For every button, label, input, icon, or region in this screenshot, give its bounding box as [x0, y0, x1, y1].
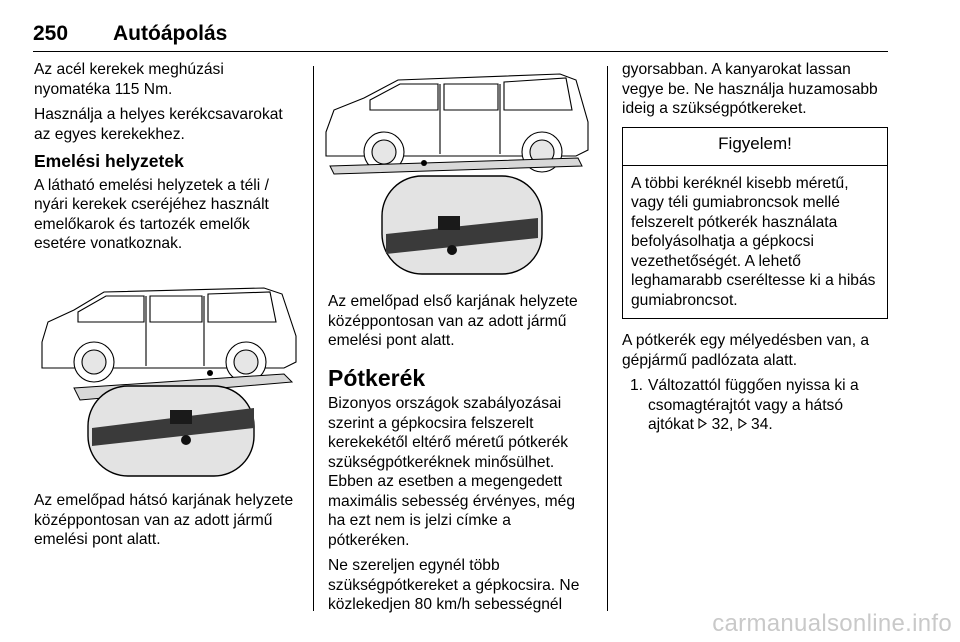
list-item — [630, 376, 888, 435]
subheading: Emelési helyzetek — [34, 151, 184, 171]
reference-separator: , — [729, 416, 738, 433]
rear-lift-point-illustration — [34, 278, 300, 478]
column-2 — [328, 292, 594, 621]
paragraph: gyorsabban. A kanyarokat lassan vegye be. Ne használja huzamosabb ideig a szükségpótkereket. — [622, 61, 878, 117]
numbered-list — [622, 376, 888, 435]
van-drawing — [42, 288, 296, 382]
column-divider — [607, 66, 608, 611]
column-1 — [34, 60, 300, 260]
column-divider — [313, 66, 314, 611]
illustration-caption: Az emelőpad hátsó karjának helyzete középpontosan van az adott jármű emelési pont alatt. — [34, 492, 294, 548]
list-item-number: 1. — [630, 377, 644, 394]
detail-magnifier — [382, 160, 542, 274]
reference-terminator: . — [768, 416, 773, 433]
reference-arrow-icon — [698, 418, 707, 429]
section-heading: Pótkerék — [328, 364, 426, 391]
page-header — [33, 20, 888, 52]
illustration-caption: Az emelőpad első karjának helyzete középpontosan van az adott jármű emelési pont alatt. — [328, 293, 578, 349]
page-reference[interactable]: 34 — [751, 416, 769, 433]
list-item-body: Változattól függően nyissa ki a csomagtérajtót vagy a hátsó ajtókat — [648, 377, 859, 433]
warning-text: A többi keréknél kisebb méretű, vagy téli gumiabroncsok mellé felszerelt pótkerék használata befolyásolhatja a gépkocsi vezethetőségét. A lehető leghamarabb cseréltesse ki a hibás gumiabroncsot. — [631, 174, 876, 309]
paragraph: Bizonyos országok szabályozásai szerint a gépkocsira felszerelt kerekekétől eltérő méretű pótkerék szükségpótkeréknek minősülhet. Ebben az esetben a megengedett maximális sebesség érvényes, még ha ezt nem is jelzi címke a pótkeréken. — [328, 395, 576, 549]
front-lift-point-illustration — [320, 66, 590, 278]
paragraph: A pótkerék egy mélyedésben van, a gépjármű padlózata alatt. — [622, 332, 870, 369]
page-reference[interactable]: 32 — [711, 416, 729, 433]
paragraph: Ne szereljen egynél több szükségpótkereket a gépkocsira. Ne közlekedjen 80 km/h sebességnél — [328, 557, 580, 613]
paragraph: Az acél kerekek meghúzási nyomatéka 115 Nm. — [34, 61, 224, 98]
list-item-text — [648, 376, 888, 435]
paragraph: A látható emelési helyzetek a téli / nyári kerekek cseréjéhez használt emelőkarok és tartozék emelők esetére vonatkoznak. — [34, 176, 269, 252]
watermark-text: carmanualsonline.info — [712, 610, 952, 637]
paragraph: Használja a helyes kerékcsavarokat az egyes kerekekhez. — [34, 106, 283, 143]
warning-box — [622, 127, 888, 320]
page-number: 250 — [33, 22, 69, 45]
warning-title: Figyelem! — [623, 128, 887, 166]
page-title: Autóápolás — [113, 22, 228, 45]
column-3 — [622, 60, 888, 435]
column-1-caption — [34, 491, 300, 556]
van-drawing — [326, 74, 588, 172]
reference-arrow-icon — [738, 418, 747, 429]
